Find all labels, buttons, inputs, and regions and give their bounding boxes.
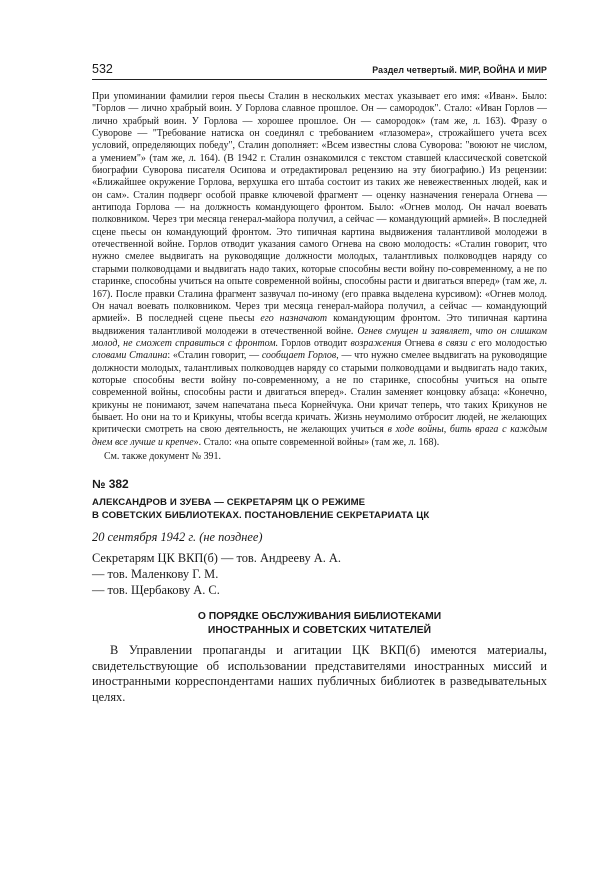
footnote-text-segment: его молодостью [475, 337, 547, 349]
addressee-line: — тов. Маленкову Г. М. [92, 566, 219, 581]
see-also-note: См. также документ № 391. [104, 450, 221, 462]
page-number: 532 [92, 62, 113, 76]
footnote-text-segment: Огнева [401, 337, 438, 349]
addressee-line: — тов. Щербакову А. С. [92, 582, 220, 597]
book-page [92, 62, 547, 705]
footnote-text-segment: При упоминании фамилии героя пьесы Сталин в нескольких местах указывает его имя: «Иван». Было: "Горлов — лично храбрый воин. У Горлова славное прошлое. Он — самородок". Стало: «Иван Горлов — лично храбрый воин. У Горлова — хорошее прошлое. Он — самородок» (там же, л. 163). Фразу о Суворове — "Требование натиска он соединял с требованием «глазомера», строжайшего учета всех условий, определяющих победу", Сталин дополняет: «Всем известны слова Суворова: "воюют не числом, а умением"» (там же, л. 164). (В 1942 г. Сталин ознакомился с текстом ставшей классической советской биографии Суворова писателя Осипова и отредактировал рецензию на эту биографию.) Из рецензии: «Ближайшее окружение Горлова, верхушка его штаба состоит из таких же невежественных людей, как и он сам». Сталин подверг особой правке ключевой фрагмент — оценку назначения генерала Огнева — антипода Горлова — на должность командующего фронтом. Было: «Огнев молод. Он начал воевать полковником. Через три месяца генерал-майора получил, а сейчас — командующий армией». В последней сцене пьесы он командующий фронтом. Это типичная картина выдвижения талантливой молодежи в отечественной войне. Горлов отводит указания самого Огнева на свою молодость: «Сталин говорит, что нужно смелее выдвигать на руководящие должности молодых, талантливых полководцев наряду со старыми полководцами и выдвигать надо таких, которые способны вести войну по-современному, а не по старинке, способны учиться на опыте современной войны, способны расти и двигаться вперед» (там же, л. 167). После правки Сталина фрагмент зазвучал по-иному (его правка выделена курсивом): «Огнев молод. Он начал воевать полковником. Через три месяца генерал-майора получил, а сейчас — командующий армией». В последней сцене пьесы [92, 91, 547, 325]
document-subtitle-line-2: ИНОСТРАННЫХ И СОВЕТСКИХ ЧИТАТЕЛЕЙ [207, 624, 432, 636]
addressee-line: Секретарям ЦК ВКП(б) — тов. Андрееву А. А. [92, 551, 341, 566]
document-body-paragraph: В Управлении пропаганды и агитации ЦК ВКП(б) имеются материалы, свидетельствующие об использовании представителями иностранных миссий и иностранными корреспондентами наших публичных библиотек в разведывательных целях. [92, 642, 547, 704]
document-title-line-2: В СОВЕТСКИХ БИБЛИОТЕКАХ. ПОСТАНОВЛЕНИЕ СЕКРЕТАРИАТА ЦК [92, 510, 430, 522]
document-title-line-1: АЛЕКСАНДРОВ И ЗУЕВА — СЕКРЕТАРЯМ ЦК О РЕЖИМЕ [92, 497, 366, 509]
footnote-text-segment: : «Сталин говорит, — [167, 350, 262, 362]
footnote-text-segment: Горлов отводит [278, 337, 351, 349]
footnote-italic-segment: в связи с [437, 337, 476, 349]
footnote-text-segment: , — что нужно смелее выдвигать на руководящие должности молодых, талантливых полководцев наряду со старыми полководцами и выдвигать надо таких, которые способны вести войну по-современному, а не по старинке, способны учиться на опыте современной войны, способны расти и двигаться вперед». Сталин заменяет концовку абзаца: «Конечно, крикуны не понимают, зачем напечатана пьеса Корнейчука. Они кричат теперь, что таких Крикунов не бывает. Но они на то и Крикуны, чтобы всегда кричать. Жизнь неумолимо отбросит людей, не желающих критически смотреть на свою деятельность, не желающих учиться [92, 350, 547, 436]
footnote-italic-segment: сообщает Горлов [261, 350, 337, 362]
document-number: № 382 [92, 477, 129, 492]
document-subtitle-line-1: О ПОРЯДКЕ ОБСЛУЖИВАНИЯ БИБЛИОТЕКАМИ [197, 611, 442, 623]
running-head: Раздел четвертый. МИР, ВОЙНА И МИР [372, 65, 547, 75]
document-date: 20 сентября 1942 г. (не позднее) [92, 530, 263, 545]
footnote-italic-segment: в ходе войны, бить врага с каждым днем все лучше и крепче [92, 424, 547, 448]
footnote-italic-segment: его назначают [260, 313, 328, 325]
footnote-text-segment: командующим фронтом. Это типичная картина выдвижения талантливой молодежи в отечественной войне. [92, 313, 547, 337]
document-title [92, 496, 547, 522]
document-subtitle [92, 610, 547, 637]
footnote-paragraph [92, 91, 547, 449]
footnote-italic-segment: возражения [350, 337, 402, 349]
footnote-italic-segment: словами Сталина [92, 350, 168, 362]
footnote-italic-segment: Огнев смущен и заявляет, что он слишком молод, не сможет справиться с фронтом. [92, 325, 547, 349]
page-header [92, 62, 547, 80]
footnote-text-segment: ». Стало: «на опыте современной войны» (там же, л. 168). [193, 436, 440, 448]
